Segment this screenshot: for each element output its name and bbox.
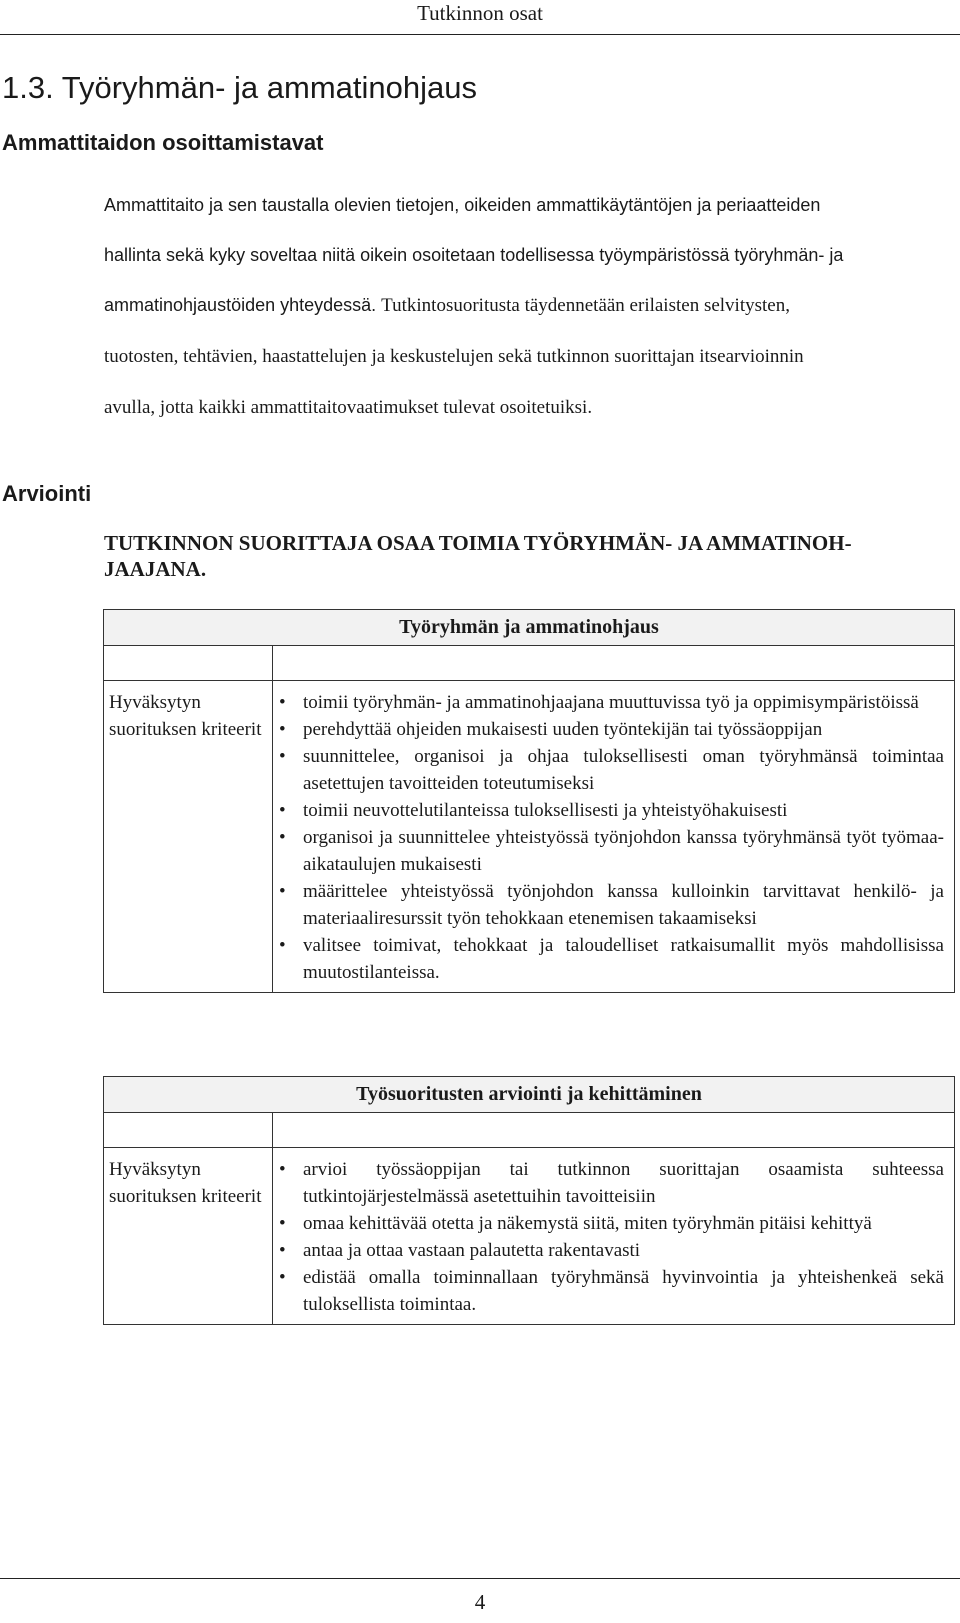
list-item	[273, 797, 944, 824]
bullet-icon: •	[279, 719, 286, 740]
list-item-text: organisoi ja suunnittelee yhteistyössä työnjohdon kanssa työryhmänsä työt työmaa-aikataulujen mukaisesti	[303, 827, 944, 875]
header-rule	[0, 34, 960, 35]
bullet-icon: •	[279, 1240, 286, 1261]
criteria-label: Hyväksytyn suorituksen kriteerit	[104, 681, 273, 992]
list-item-text: perehdyttää ohjeiden mukaisesti uuden työntekijän tai työssäoppijan	[303, 719, 823, 740]
table-row	[104, 1148, 954, 1324]
criteria-table-2	[103, 1076, 955, 1325]
list-item	[273, 824, 944, 878]
criteria-label: Hyväksytyn suorituksen kriteerit	[104, 1148, 273, 1324]
intro-paragraph	[104, 180, 844, 433]
table-title: Työsuoritusten arviointi ja kehittäminen	[104, 1077, 954, 1113]
list-item-text: valitsee toimivat, tehokkaat ja taloudelliset ratkaisumallit myös mahdollisissa muutostilanteissa.	[303, 935, 944, 983]
list-item	[273, 1210, 944, 1237]
bullet-icon: •	[279, 746, 286, 767]
table-row	[104, 681, 954, 992]
bullet-icon: •	[279, 827, 286, 848]
list-item	[273, 716, 944, 743]
table-spacer-row	[104, 1113, 954, 1148]
list-item-text: omaa kehittävää otetta ja näkemystä siitä, miten työryhmän pitäisi kehittyä	[303, 1213, 872, 1234]
bullet-icon: •	[279, 692, 286, 713]
list-item	[273, 1237, 944, 1264]
list-item-text: antaa ja ottaa vastaan palautetta rakentavasti	[303, 1240, 641, 1261]
list-item-text: toimii työryhmän- ja ammatinohjaajana muuttuvissa työ ja oppimisympäristöissä	[303, 692, 919, 713]
section-subtitle: Ammattitaidon osoittamistavat	[2, 130, 324, 155]
running-header: Tutkinnon osat	[417, 1, 543, 25]
criteria-list-cell	[273, 681, 954, 992]
list-item-text: toimii neuvottelutilanteissa tuloksellisesti ja yhteistyöhakuisesti	[303, 800, 788, 821]
bullet-icon: •	[279, 1267, 286, 1288]
competence-heading: TUTKINNON SUORITTAJA OSAA TOIMIA TYÖRYHMÄN- JA AMMATINOH-JAAJANA.	[104, 531, 852, 581]
footer-rule	[0, 1578, 960, 1579]
bullet-icon: •	[279, 1159, 286, 1180]
list-item	[273, 743, 944, 797]
list-item-text: edistää omalla toiminnallaan työryhmänsä hyvinvointia ja yhteishenkeä sekä tuloksellista toimintaa.	[303, 1267, 944, 1315]
list-item	[273, 689, 944, 716]
section-title: 1.3. Työryhmän- ja ammatinohjaus	[2, 70, 477, 105]
intro-part-b: Tutkintosuoritusta täydennetään erilaisten selvitysten, tuotosten, tehtävien, haastattelujen ja keskustelujen sekä tutkinnon suorittajan itsearvioinnin avulla, jotta kaikki ammattitaitovaatimukset tulevat osoitetuiksi.	[104, 295, 804, 418]
list-item	[273, 1156, 944, 1210]
bullet-icon: •	[279, 935, 286, 956]
bullet-icon: •	[279, 800, 286, 821]
list-item	[273, 1264, 944, 1318]
bullet-icon: •	[279, 1213, 286, 1234]
list-item-text: suunnittelee, organisoi ja ohjaa tuloksellisesti oman työryhmänsä toimintaa asetettujen tavoitteiden toteutumiseksi	[303, 746, 944, 794]
criteria-list	[273, 1156, 944, 1318]
list-item	[273, 932, 944, 986]
list-item-text: määrittelee yhteistyössä työnjohdon kanssa kulloinkin tarvittavat henkilö- ja materiaaliresurssit työn tehokkaan etenemisen takaamiseksi	[303, 881, 944, 929]
list-item-text: arvioi työssäoppijan tai tutkinnon suorittajan osaamista suhteessa tutkintojärjestelmässä asetettuihin tavoitteisiin	[303, 1159, 944, 1207]
table-title: Työryhmän ja ammatinohjaus	[104, 610, 954, 646]
criteria-list-cell	[273, 1148, 954, 1324]
criteria-list	[273, 689, 944, 986]
table-spacer-row	[104, 646, 954, 681]
criteria-table-1	[103, 609, 955, 993]
intro-part-a: Ammattitaito ja sen taustalla olevien tietojen, oikeiden ammattikäytäntöjen ja periaatteiden hallinta sekä kyky soveltaa niitä oikein osoitetaan todellisessa työympäristössä työryhmän- ja ammatinohjaustöiden yhteydessä.	[104, 195, 844, 315]
arviointi-label: Arviointi	[2, 481, 92, 506]
bullet-icon: •	[279, 881, 286, 902]
list-item	[273, 878, 944, 932]
page-number: 4	[474, 1590, 486, 1614]
